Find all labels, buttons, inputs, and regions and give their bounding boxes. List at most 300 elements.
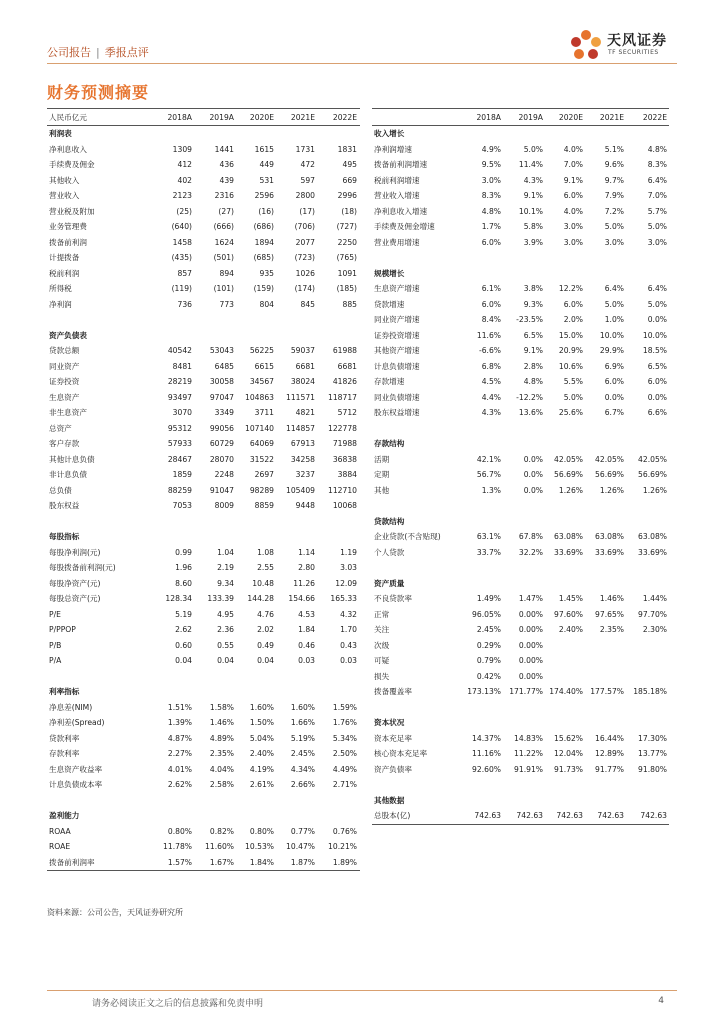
table-row [47, 622, 360, 638]
value-cell: 742.63 [474, 811, 501, 820]
spacer-row [372, 498, 669, 514]
value-cell: 7.0% [647, 191, 667, 200]
value-cell: 742.63 [516, 811, 543, 820]
value-cell: 7.9% [604, 191, 624, 200]
row-label: 资产负债率 [374, 764, 412, 774]
section-label: 资产负债表 [49, 330, 87, 340]
year-header: 2020E [558, 113, 583, 122]
value-cell: 1.89% [332, 857, 357, 867]
value-cell: 15.0% [558, 330, 583, 340]
value-cell: 0.0% [523, 470, 543, 479]
table-row [372, 204, 669, 220]
table-row [372, 467, 669, 483]
table-row [372, 328, 669, 344]
row-label: ROAA [49, 826, 71, 836]
table-row [372, 607, 669, 623]
value-cell: 111571 [286, 392, 315, 402]
value-cell: 13.77% [638, 749, 667, 758]
value-cell: 5.0% [647, 299, 667, 309]
value-cell: (185) [336, 284, 357, 293]
value-cell: 32.2% [518, 547, 543, 557]
row-label: 手续费及佣金 [49, 160, 95, 169]
value-cell: 1.84% [249, 857, 274, 867]
value-cell: 2.80 [298, 563, 315, 572]
value-cell: (666) [213, 222, 234, 231]
row-label: 总资产 [49, 423, 72, 433]
table-row [372, 188, 669, 204]
value-cell: 67913 [290, 439, 315, 448]
value-cell: 28219 [167, 377, 192, 386]
table-row [47, 591, 360, 607]
row-label: 营业收入增速 [374, 191, 420, 200]
row-label: 关注 [374, 625, 390, 634]
value-cell: 5.0% [523, 144, 543, 154]
value-cell: 2077 [295, 237, 315, 247]
value-cell: 4.34% [290, 764, 315, 774]
value-cell: 9.1% [523, 191, 543, 200]
value-cell: 2.35% [209, 749, 234, 758]
section-header-row [47, 808, 360, 824]
value-cell: 10.21% [328, 842, 357, 851]
row-label: 其他收入 [49, 175, 80, 185]
section-label: 资本状况 [374, 718, 405, 727]
value-cell: 2.45% [476, 625, 501, 634]
section-label: 收入增长 [374, 129, 405, 138]
left-financial-table [47, 108, 360, 871]
row-label: 营业收入 [49, 191, 80, 200]
value-cell: 9448 [295, 501, 315, 510]
table-row [372, 808, 669, 824]
value-cell: 6.8% [481, 361, 501, 371]
value-cell: 1.50% [249, 718, 274, 727]
row-label: 企业贷款(不含贴现) [374, 532, 441, 541]
value-cell: 1.67% [209, 857, 234, 867]
value-cell: 33.69% [595, 547, 624, 557]
value-cell: 1.26% [642, 485, 667, 495]
value-cell: (501) [213, 253, 234, 262]
value-cell: 42.05% [595, 454, 624, 464]
value-cell: 6.6% [647, 408, 667, 417]
value-cell: 1731 [295, 144, 315, 154]
value-cell: 2.55 [257, 563, 274, 572]
table-row [47, 204, 360, 220]
value-cell: 29.9% [599, 346, 624, 355]
value-cell: 5.19% [290, 733, 315, 743]
value-cell: 2.61% [249, 780, 274, 789]
value-cell: (706) [294, 222, 315, 231]
value-cell: 5.0% [604, 299, 624, 309]
row-label: 计息负债成本率 [49, 780, 103, 789]
value-cell: 6.5% [647, 361, 667, 371]
value-cell: 885 [342, 299, 357, 309]
value-cell: 2.27% [167, 749, 192, 758]
header-title [47, 44, 149, 60]
value-cell: 1.47% [518, 594, 543, 603]
value-cell: 144.28 [247, 594, 274, 603]
value-cell: 2.8% [523, 361, 543, 371]
table-header-row [47, 108, 360, 126]
table-row [47, 607, 360, 623]
value-cell: 114857 [286, 423, 315, 433]
value-cell: 2.40% [249, 749, 274, 758]
value-cell: 2.71% [332, 780, 357, 789]
value-cell: 91.77% [595, 764, 624, 774]
value-cell: 2.62 [175, 625, 192, 634]
value-cell: 165.33 [330, 594, 357, 603]
value-cell: 5.0% [647, 222, 667, 231]
spacer-row [47, 669, 360, 685]
flower-logo-icon [567, 28, 605, 64]
value-cell: 6485 [214, 361, 234, 371]
value-cell: 60729 [209, 439, 234, 448]
value-cell: 0.00% [518, 640, 543, 650]
value-cell: (17) [299, 206, 315, 216]
value-cell: 845 [300, 299, 315, 309]
value-cell: 4.89% [209, 733, 234, 743]
section-header-row [372, 266, 669, 282]
value-cell: 8009 [214, 501, 234, 510]
value-cell: 0.82% [209, 826, 234, 836]
value-cell: 0.46 [298, 640, 315, 650]
value-cell: 0.00% [518, 656, 543, 665]
value-cell: 1.66% [290, 718, 315, 727]
value-cell: 1.60% [249, 702, 274, 712]
row-label: 个人贷款 [374, 547, 405, 557]
section-label: 资产质量 [374, 578, 405, 588]
table-row [47, 467, 360, 483]
value-cell: 9.5% [481, 160, 501, 169]
row-label: 手续费及佣金增速 [374, 222, 435, 231]
value-cell: 33.7% [476, 547, 501, 557]
value-cell: 1.84 [298, 625, 315, 634]
table-row [47, 374, 360, 390]
value-cell: 56.69% [595, 470, 624, 479]
value-cell: 1.96 [175, 563, 192, 572]
value-cell: 2.36 [217, 625, 234, 634]
report-type: 公司报告 [47, 46, 91, 59]
value-cell: 1.57% [167, 857, 192, 867]
value-cell: 11.16% [472, 749, 501, 758]
value-cell: 133.39 [207, 594, 234, 603]
value-cell: 1894 [254, 237, 274, 247]
table-bottom-rule [47, 870, 360, 871]
value-cell: 3349 [214, 408, 234, 417]
value-cell: 8481 [172, 361, 192, 371]
value-cell: 6.1% [481, 284, 501, 293]
row-label: 股东权益 [49, 501, 80, 510]
value-cell: 669 [342, 175, 357, 185]
value-cell: 3.8% [523, 284, 543, 293]
page-number: 4 [658, 996, 664, 1006]
value-cell: 5.7% [647, 206, 667, 216]
value-cell: 6.5% [523, 330, 543, 340]
section-label: 盈利能力 [49, 811, 80, 820]
logo-name-en: TF SECURITIES [608, 49, 659, 56]
value-cell: 1.7% [481, 222, 501, 231]
table-row [47, 235, 360, 251]
row-label: 同业资产增速 [374, 315, 420, 324]
table-row [47, 436, 360, 452]
row-label: 拨备前利润 [49, 237, 87, 247]
row-label: 活期 [374, 454, 390, 464]
table-row [47, 405, 360, 421]
value-cell: 9.34 [217, 578, 234, 588]
row-label: P/PPOP [49, 625, 76, 634]
value-cell: 4.53 [298, 609, 315, 619]
value-cell: 2800 [295, 191, 315, 200]
table-row [47, 343, 360, 359]
value-cell: 99056 [209, 423, 234, 433]
company-logo [567, 28, 677, 64]
value-cell: 2.02 [257, 625, 274, 634]
value-cell: (27) [218, 206, 234, 216]
value-cell: 1.59% [332, 702, 357, 712]
value-cell: (686) [253, 222, 274, 231]
value-cell: 857 [177, 268, 192, 278]
value-cell: 7.0% [563, 160, 583, 169]
row-label: 总负债 [49, 485, 72, 495]
value-cell: 112710 [328, 485, 357, 495]
value-cell: 11.4% [518, 160, 543, 169]
value-cell: 18.5% [642, 346, 667, 355]
table-row [372, 235, 669, 251]
section-header-row [47, 529, 360, 545]
value-cell: 0.03 [340, 656, 357, 665]
value-cell: 6.0% [563, 191, 583, 200]
value-cell: 105409 [286, 485, 315, 495]
year-header: 2022E [332, 113, 357, 122]
value-cell: 4.01% [167, 764, 192, 774]
value-cell: 6681 [295, 361, 315, 371]
row-label: 生息资产收益率 [49, 764, 103, 774]
table-row [47, 188, 360, 204]
footer-divider [47, 990, 677, 991]
value-cell: 3070 [172, 408, 192, 417]
value-cell: 1.0% [604, 315, 624, 324]
value-cell: 10068 [332, 501, 357, 510]
value-cell: 1.26% [599, 485, 624, 495]
table-bottom-rule [372, 824, 669, 825]
value-cell: 104863 [245, 392, 274, 402]
value-cell: 97.70% [638, 609, 667, 619]
value-cell: 122778 [328, 423, 357, 433]
row-label: 贷款总额 [49, 346, 80, 355]
section-header-row [372, 126, 669, 142]
year-header: 2018A [476, 113, 501, 122]
unit-label: 人民币亿元 [49, 113, 87, 122]
value-cell: 10.48 [252, 578, 274, 588]
value-cell: 38024 [290, 377, 315, 386]
value-cell: 63.1% [476, 532, 501, 541]
row-label: 计提拨备 [49, 253, 80, 262]
right-financial-table [372, 108, 669, 825]
row-label: P/E [49, 609, 61, 619]
value-cell: 531 [259, 175, 274, 185]
spacer-row [47, 514, 360, 530]
value-cell: 0.49 [257, 640, 274, 650]
table-row [372, 684, 669, 700]
table-row [372, 219, 669, 235]
value-cell: 0.80% [249, 826, 274, 836]
value-cell: 2.40% [558, 625, 583, 634]
value-cell: 6.4% [647, 175, 667, 185]
value-cell: 439 [219, 175, 234, 185]
table-row [372, 142, 669, 158]
value-cell: 2.66% [290, 780, 315, 789]
row-label: P/A [49, 656, 62, 665]
value-cell: -12.2% [516, 392, 543, 402]
value-cell: 56.69% [638, 470, 667, 479]
year-header: 2021E [599, 113, 624, 122]
table-row [372, 297, 669, 313]
value-cell: 4.95 [217, 609, 234, 619]
value-cell: 0.03 [298, 656, 315, 665]
value-cell: 2.35% [599, 625, 624, 634]
value-cell: 0.29% [476, 640, 501, 650]
table-row [372, 731, 669, 747]
value-cell: 3.0% [481, 175, 501, 185]
table-row [47, 390, 360, 406]
value-cell: 36838 [332, 454, 357, 464]
table-row [372, 312, 669, 328]
value-cell: (723) [294, 253, 315, 262]
value-cell: 0.43 [340, 640, 357, 650]
value-cell: 0.60 [175, 640, 192, 650]
table-row [47, 731, 360, 747]
value-cell: 91.91% [514, 764, 543, 774]
value-cell: 93497 [167, 392, 192, 402]
value-cell: 4.19% [249, 764, 274, 774]
value-cell: 2596 [254, 191, 274, 200]
table-row [372, 390, 669, 406]
year-header: 2019A [209, 113, 234, 122]
value-cell: 2.50% [332, 749, 357, 758]
row-label: 不良贷款率 [374, 594, 412, 603]
row-label: 净利差(Spread) [49, 718, 105, 727]
value-cell: 1.14 [298, 547, 315, 557]
value-cell: 63.08% [554, 532, 583, 541]
value-cell: 1.58% [209, 702, 234, 712]
value-cell: 436 [219, 160, 234, 169]
row-label: 所得税 [49, 284, 72, 293]
value-cell: 63.08% [638, 532, 667, 541]
value-cell: 804 [259, 299, 274, 309]
row-label: 净利润 [49, 299, 72, 309]
value-cell: 10.0% [642, 330, 667, 340]
value-cell: 59037 [290, 346, 315, 355]
value-cell: 2.58% [209, 780, 234, 789]
value-cell: 0.00% [518, 625, 543, 634]
spacer-row [47, 793, 360, 809]
value-cell: 0.0% [647, 315, 667, 324]
row-label: ROAE [49, 842, 71, 851]
row-label: 拨备前利润率 [49, 857, 95, 867]
spacer-row [372, 560, 669, 576]
section-label: 存款结构 [374, 439, 405, 448]
row-label: 正常 [374, 609, 390, 619]
value-cell: 4.87% [167, 733, 192, 743]
row-label: 总股本(亿) [374, 811, 411, 820]
logo-name-cn: 天风证券 [607, 33, 667, 49]
row-label: 拨备覆盖率 [374, 687, 412, 696]
value-cell: 0.99 [175, 547, 192, 557]
value-cell: 4.4% [481, 392, 501, 402]
section-label: 贷款结构 [374, 516, 405, 526]
year-header: 2019A [518, 113, 543, 122]
value-cell: 185.18% [633, 687, 667, 696]
value-cell: 4821 [295, 408, 315, 417]
value-cell: 449 [259, 160, 274, 169]
value-cell: 8.3% [481, 191, 501, 200]
table-row [47, 700, 360, 716]
section-label: 利率指标 [49, 687, 80, 696]
value-cell: 10.1% [518, 206, 543, 216]
table-row [372, 622, 669, 638]
row-label: 同业负债增速 [374, 392, 420, 402]
value-cell: 773 [219, 299, 234, 309]
value-cell: 0.42% [476, 671, 501, 681]
value-cell: 88259 [167, 485, 192, 495]
table-row [47, 560, 360, 576]
section-title: 财务预测摘要 [47, 83, 150, 102]
row-label: 损失 [374, 671, 390, 681]
value-cell: 935 [259, 268, 274, 278]
value-cell: 11.60% [205, 842, 234, 851]
value-cell: 0.0% [523, 454, 543, 464]
table-row [372, 173, 669, 189]
value-cell: 597 [300, 175, 315, 185]
value-cell: 56225 [249, 346, 274, 355]
value-cell: 91047 [209, 485, 234, 495]
table-row [47, 715, 360, 731]
table-row [47, 777, 360, 793]
year-header: 2021E [290, 113, 315, 122]
table-row [47, 157, 360, 173]
table-row [47, 498, 360, 514]
value-cell: -6.6% [478, 346, 501, 355]
row-label: 可疑 [374, 656, 390, 665]
value-cell: 894 [219, 268, 234, 278]
row-label: 计息负债增速 [374, 361, 420, 371]
table-row [47, 545, 360, 561]
source-note: 资料来源：公司公告，天风证券研究所 [47, 908, 183, 917]
table-row [47, 483, 360, 499]
value-cell: 742.63 [640, 811, 667, 820]
row-label: 证券投资 [49, 377, 80, 386]
value-cell: 171.77% [509, 687, 543, 696]
row-label: 次级 [374, 640, 390, 650]
value-cell: (101) [213, 284, 234, 293]
value-cell: 6.0% [647, 377, 667, 386]
value-cell: 17.30% [638, 733, 667, 743]
value-cell: 1.46% [599, 594, 624, 603]
value-cell: 5.5% [563, 377, 583, 386]
value-cell: 2996 [337, 191, 357, 200]
value-cell: 12.09 [335, 578, 357, 588]
value-cell: 1026 [295, 268, 315, 278]
value-cell: 14.37% [472, 733, 501, 743]
value-cell: 34258 [290, 454, 315, 464]
row-label: 贷款利率 [49, 733, 80, 743]
value-cell: 5712 [337, 408, 357, 417]
table-row [372, 157, 669, 173]
value-cell: 107140 [245, 423, 274, 433]
value-cell: 174.40% [549, 687, 583, 696]
value-cell: 2248 [214, 470, 234, 479]
value-cell: 1091 [337, 268, 357, 278]
value-cell: 41826 [332, 377, 357, 386]
table-row [372, 545, 669, 561]
